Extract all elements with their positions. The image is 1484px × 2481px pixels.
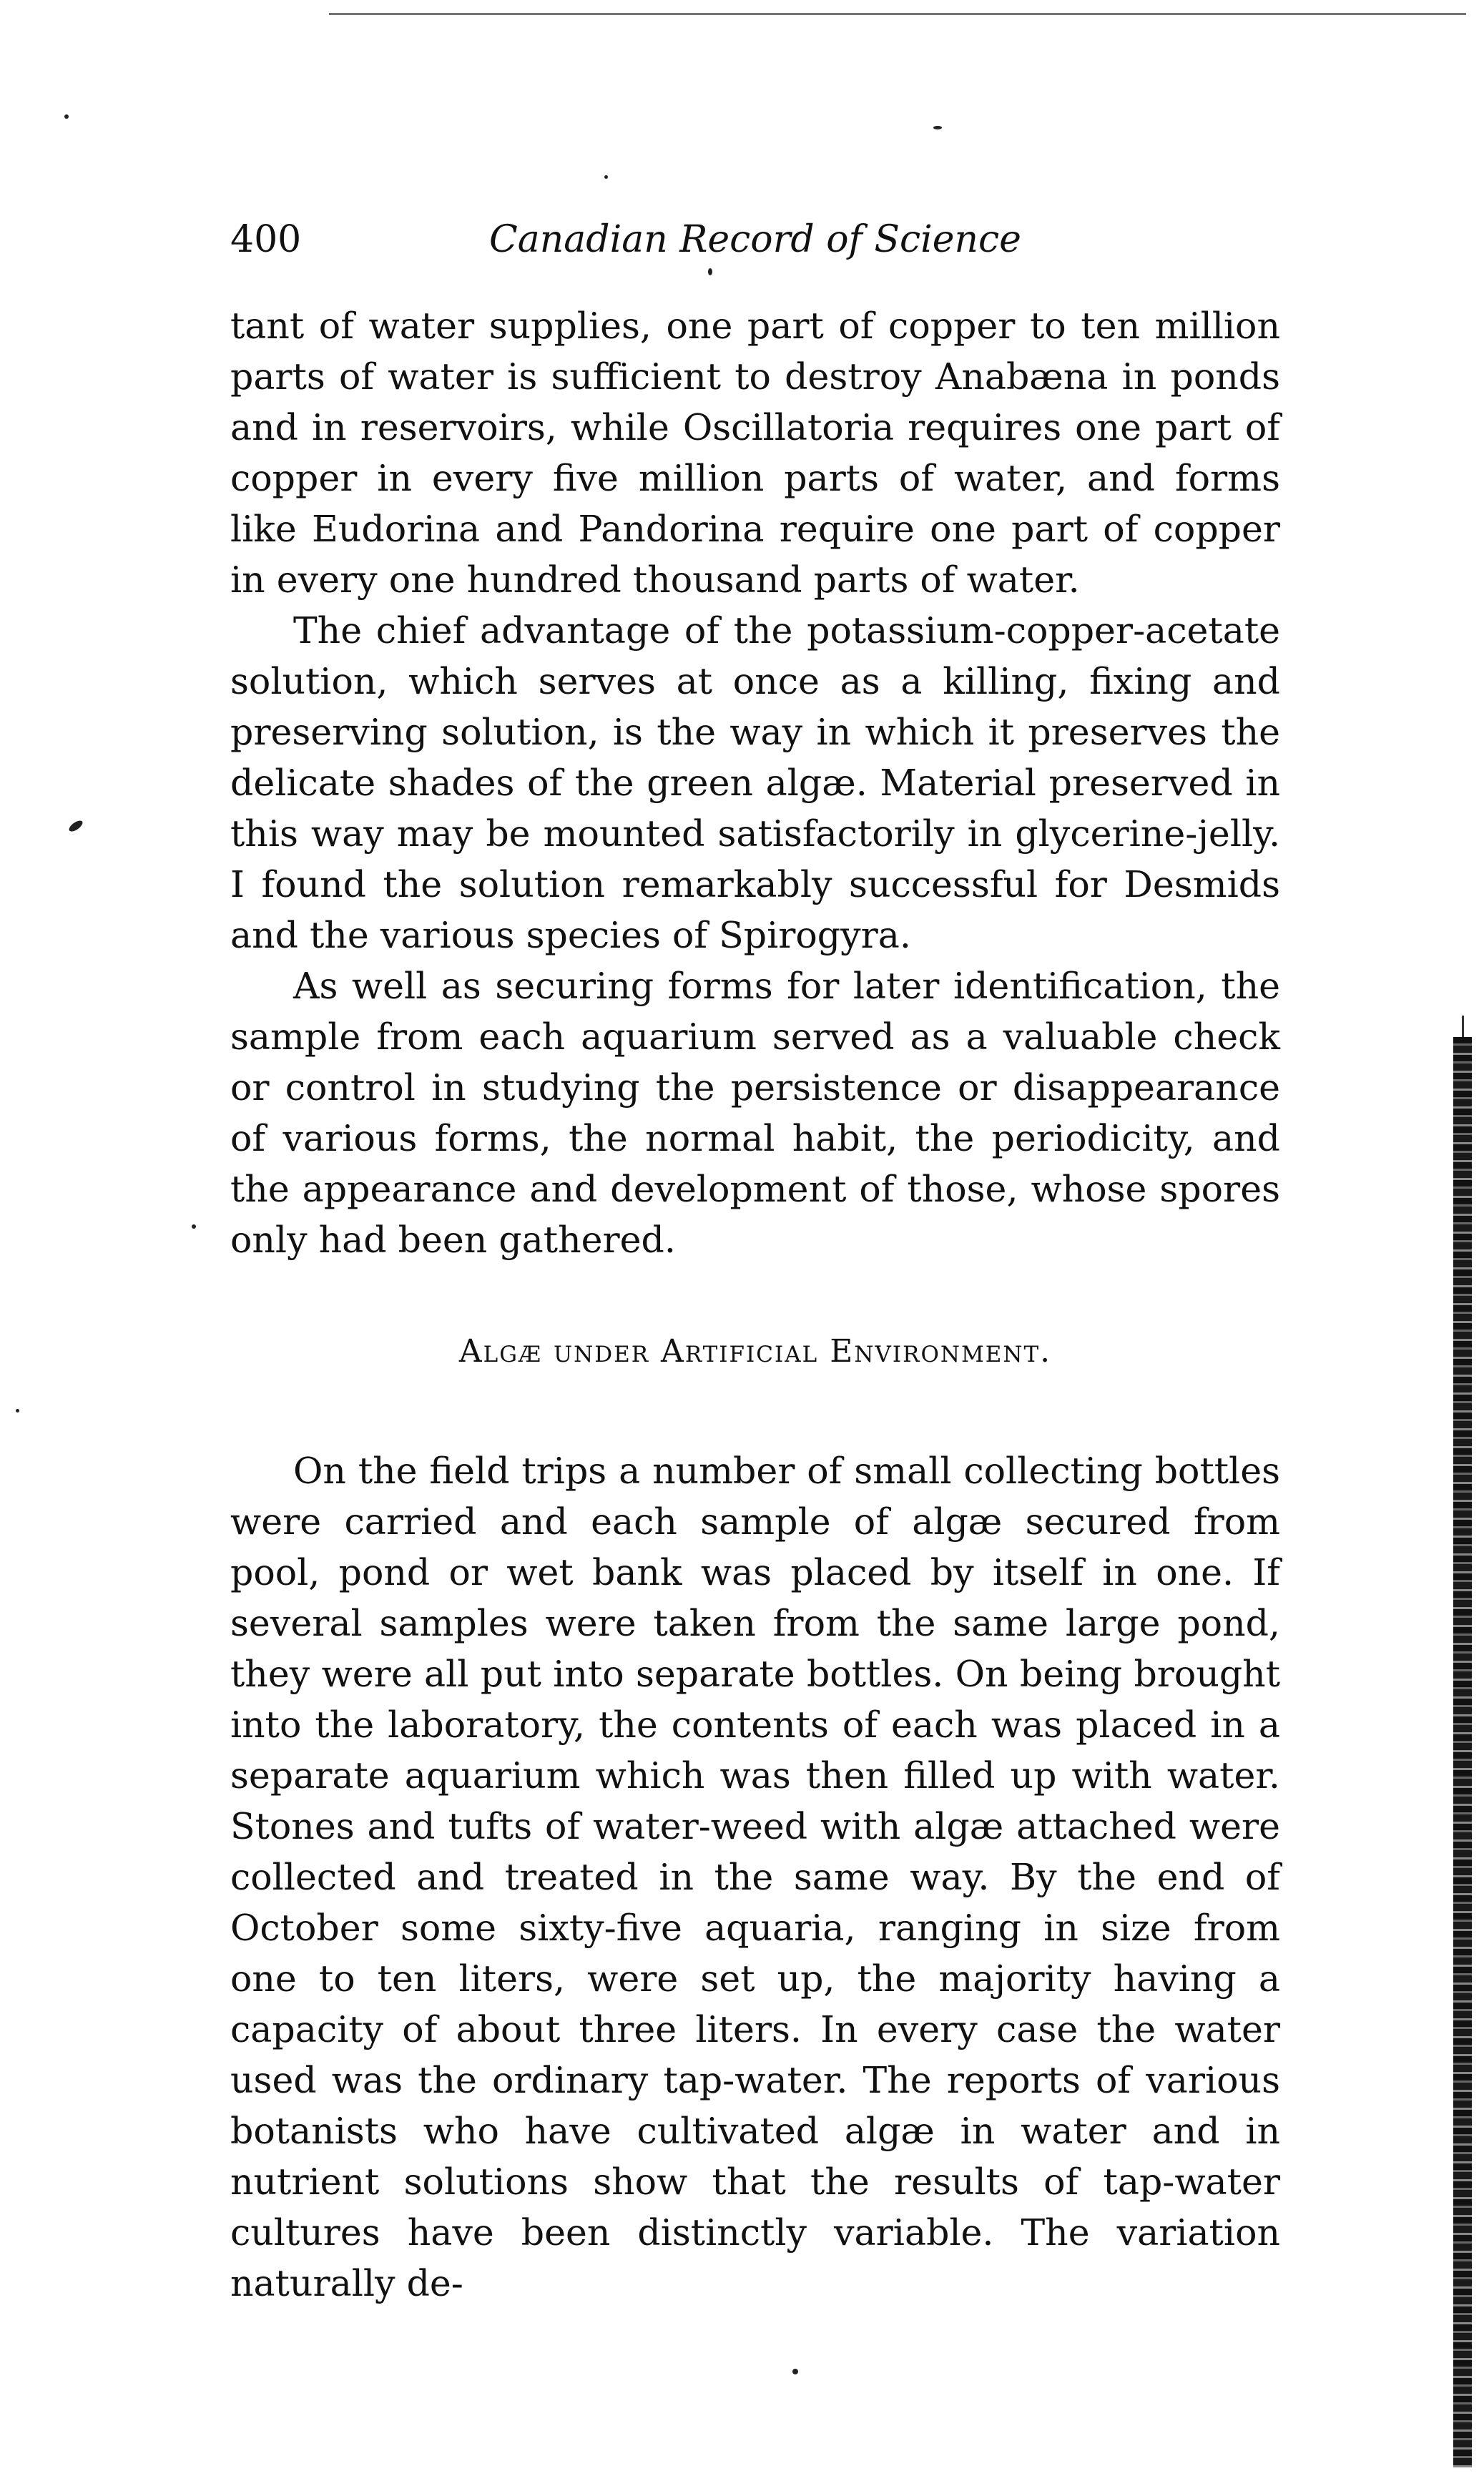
page-body bbox=[230, 300, 1280, 2309]
section-heading: Algæ under Artificial Environment. bbox=[458, 1333, 1052, 1370]
scan-speck bbox=[604, 175, 608, 179]
body-paragraph: The chief advantage of the potassium-copper-acetate solution, which serves at once as a killing, fixing and preserving solution, is the way in which it preserves the delicate shades of the green algæ. Material preserved in this way may be mounted satisfactorily in glycerine-jelly. I found the solution remarkably successful for Desmids and the various species of Spirogyra. bbox=[230, 609, 1280, 956]
scan-speck bbox=[792, 2369, 798, 2374]
page-header bbox=[230, 218, 1282, 275]
running-title: Canadian Record of Science bbox=[489, 218, 1021, 261]
scan-edge-shadow bbox=[1453, 1037, 1472, 2467]
body-paragraph: As well as securing forms for later identification, the sample from each aquarium served as a valuable check or control in studying the persistence or disappearance of various forms, the normal habit, the periodicity, and the appearance and development of those, whose spores only had been gathered. bbox=[230, 965, 1280, 1261]
scan-speck bbox=[16, 1409, 19, 1413]
scan-top-rule bbox=[329, 13, 1466, 15]
scan-speck bbox=[64, 114, 69, 119]
scan-speck bbox=[192, 1224, 196, 1229]
scan-speck bbox=[933, 126, 942, 129]
scan-speck bbox=[67, 819, 84, 834]
page-number: 400 bbox=[230, 218, 302, 261]
body-paragraph: On the field trips a number of small collecting bottles were carried and each sample of algæ secured from pool, pond or wet bank was placed by itself in one. If several samples were taken from the same large pond, they were all put into separate bottles. On being brought into the laboratory, the contents of each was placed in a separate aquarium which was then filled up with water. Stones and tufts of water-weed with algæ attached were collected and treated in the same way. By the end of October some sixty-five aquaria, ranging in size from one to ten liters, were set up, the majority having a capacity of about three liters. In every case the water used was the ordinary tap-water. The reports of various botanists who have cultivated algæ in water and in nutrient solutions show that the results of tap-water cultures have been distinctly variable. The variation naturally de- bbox=[230, 1450, 1280, 2304]
body-paragraph: tant of water supplies, one part of copper to ten million parts of water is sufficient to destroy Anabæna in ponds and in reservoirs, while Oscillatoria requires one part of copper in every five million parts of water, and forms like Eudorina and Pandorina require one part of copper in every one hundred thousand parts of water. bbox=[230, 305, 1280, 601]
